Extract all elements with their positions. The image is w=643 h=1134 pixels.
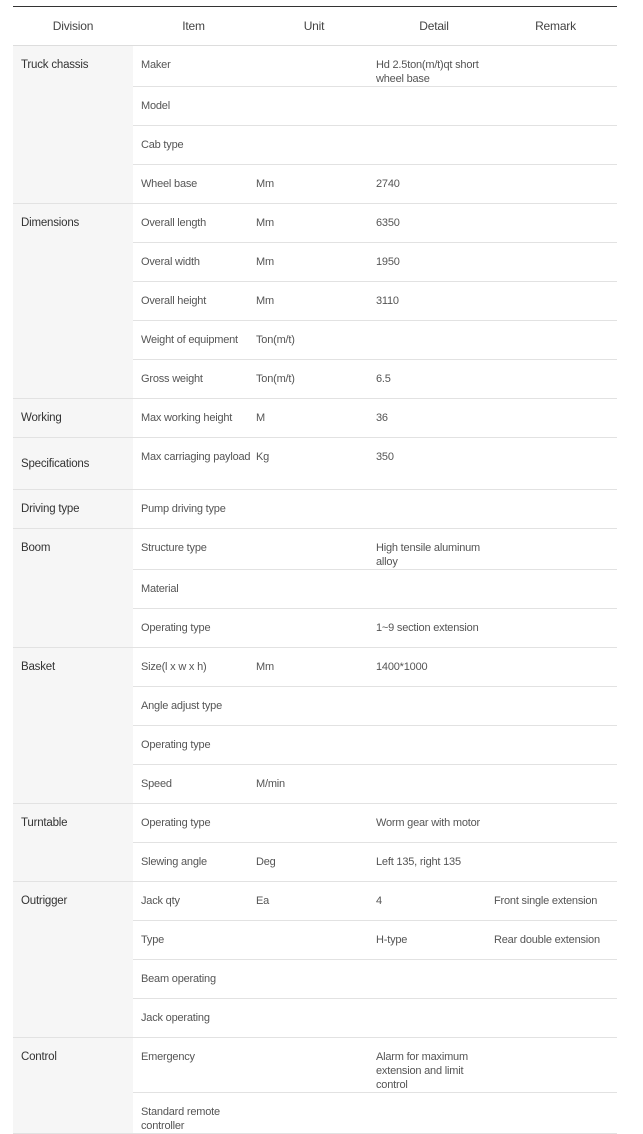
table-row [13, 438, 617, 490]
remark-cell [494, 609, 617, 648]
division-cell: Truck chassis [13, 46, 133, 204]
unit-cell [254, 999, 374, 1038]
unit-cell [254, 490, 374, 529]
division-cell: Boom [13, 529, 133, 648]
unit-cell: Mm [254, 165, 374, 204]
item-cell: Cab type [133, 126, 254, 165]
table-row [13, 399, 617, 438]
remark-cell [494, 204, 617, 243]
item-cell: Standard remote controller [133, 1093, 254, 1134]
table-row [13, 204, 617, 243]
detail-cell: H-type [374, 921, 494, 960]
header-detail: Detail [374, 7, 494, 46]
unit-cell [254, 687, 374, 726]
header-row [13, 7, 617, 46]
header-unit: Unit [254, 7, 374, 46]
item-cell: Model [133, 87, 254, 126]
item-cell: Beam operating [133, 960, 254, 999]
item-cell: Angle adjust type [133, 687, 254, 726]
unit-cell: Mm [254, 282, 374, 321]
remark-cell [494, 648, 617, 687]
unit-cell: Ea [254, 882, 374, 921]
division-cell: Working [13, 399, 133, 438]
remark-cell [494, 726, 617, 765]
unit-cell: Deg [254, 843, 374, 882]
detail-cell [374, 1093, 494, 1134]
detail-cell: 6.5 [374, 360, 494, 399]
item-cell: Max working height [133, 399, 254, 438]
division-cell: Outrigger [13, 882, 133, 1038]
remark-cell [494, 570, 617, 609]
detail-cell [374, 765, 494, 804]
detail-cell: Left 135, right 135 [374, 843, 494, 882]
table-row [13, 1038, 617, 1093]
detail-cell: 6350 [374, 204, 494, 243]
item-cell: Weight of equipment [133, 321, 254, 360]
remark-cell [494, 490, 617, 529]
item-cell: Speed [133, 765, 254, 804]
division-cell: Driving type [13, 490, 133, 529]
detail-cell: 3110 [374, 282, 494, 321]
unit-cell [254, 921, 374, 960]
remark-cell [494, 126, 617, 165]
unit-cell: Mm [254, 204, 374, 243]
remark-cell [494, 282, 617, 321]
item-cell: Jack operating [133, 999, 254, 1038]
remark-cell [494, 843, 617, 882]
detail-cell: Hd 2.5ton(m/t)qt short wheel base [374, 46, 494, 87]
unit-cell [254, 87, 374, 126]
item-cell: Material [133, 570, 254, 609]
item-cell: Structure type [133, 529, 254, 570]
table-row [13, 648, 617, 687]
remark-cell [494, 765, 617, 804]
remark-cell [494, 46, 617, 87]
item-cell: Operating type [133, 804, 254, 843]
remark-cell [494, 804, 617, 843]
detail-cell: 1950 [374, 243, 494, 282]
header-item: Item [133, 7, 254, 46]
remark-cell: Front single extension [494, 882, 617, 921]
remark-cell [494, 1093, 617, 1134]
unit-cell: Ton(m/t) [254, 321, 374, 360]
item-cell: Operating type [133, 609, 254, 648]
spec-table-header [13, 7, 617, 46]
division-cell: Control [13, 1038, 133, 1134]
detail-cell: 36 [374, 399, 494, 438]
item-cell: Gross weight [133, 360, 254, 399]
detail-cell: 4 [374, 882, 494, 921]
unit-cell [254, 570, 374, 609]
detail-cell: Worm gear with motor [374, 804, 494, 843]
spec-table [13, 6, 617, 1134]
remark-cell [494, 321, 617, 360]
unit-cell [254, 1038, 374, 1093]
remark-cell [494, 165, 617, 204]
table-row [13, 882, 617, 921]
remark-cell [494, 243, 617, 282]
unit-cell [254, 804, 374, 843]
detail-cell [374, 570, 494, 609]
detail-cell: 350 [374, 438, 494, 490]
header-remark: Remark [494, 7, 617, 46]
remark-cell [494, 87, 617, 126]
detail-cell [374, 687, 494, 726]
detail-cell: 1400*1000 [374, 648, 494, 687]
unit-cell [254, 960, 374, 999]
unit-cell: Kg [254, 438, 374, 490]
unit-cell: Mm [254, 648, 374, 687]
detail-cell [374, 999, 494, 1038]
unit-cell: M/min [254, 765, 374, 804]
table-row [13, 46, 617, 87]
table-row [13, 490, 617, 529]
unit-cell [254, 609, 374, 648]
item-cell: Type [133, 921, 254, 960]
remark-cell [494, 529, 617, 570]
detail-cell: 1~9 section extension [374, 609, 494, 648]
remark-cell: Rear double extension [494, 921, 617, 960]
detail-cell: Alarm for maximum extension and limit control [374, 1038, 494, 1093]
item-cell: Slewing angle [133, 843, 254, 882]
detail-cell [374, 87, 494, 126]
unit-cell: Mm [254, 243, 374, 282]
item-cell: Operating type [133, 726, 254, 765]
item-cell: Overal width [133, 243, 254, 282]
remark-cell [494, 999, 617, 1038]
remark-cell [494, 438, 617, 490]
remark-cell [494, 687, 617, 726]
unit-cell: M [254, 399, 374, 438]
unit-cell [254, 529, 374, 570]
detail-cell [374, 321, 494, 360]
remark-cell [494, 960, 617, 999]
item-cell: Emergency [133, 1038, 254, 1093]
detail-cell [374, 960, 494, 999]
item-cell: Size(l x w x h) [133, 648, 254, 687]
division-cell: Basket [13, 648, 133, 804]
remark-cell [494, 1038, 617, 1093]
detail-cell: High tensile aluminum alloy [374, 529, 494, 570]
item-cell: Wheel base [133, 165, 254, 204]
item-cell: Maker [133, 46, 254, 87]
unit-cell [254, 46, 374, 87]
unit-cell [254, 1093, 374, 1134]
unit-cell [254, 726, 374, 765]
division-cell: Dimensions [13, 204, 133, 399]
division-cell: Specifications [13, 438, 133, 490]
unit-cell [254, 126, 374, 165]
item-cell: Overall height [133, 282, 254, 321]
remark-cell [494, 360, 617, 399]
detail-cell: 2740 [374, 165, 494, 204]
table-row [13, 529, 617, 570]
item-cell: Max carriaging payload [133, 438, 254, 490]
unit-cell: Ton(m/t) [254, 360, 374, 399]
detail-cell [374, 726, 494, 765]
spec-table-body [13, 46, 617, 1134]
remark-cell [494, 399, 617, 438]
header-division: Division [13, 7, 133, 46]
item-cell: Jack qty [133, 882, 254, 921]
detail-cell [374, 490, 494, 529]
division-cell: Turntable [13, 804, 133, 882]
item-cell: Overall length [133, 204, 254, 243]
table-row [13, 804, 617, 843]
detail-cell [374, 126, 494, 165]
item-cell: Pump driving type [133, 490, 254, 529]
